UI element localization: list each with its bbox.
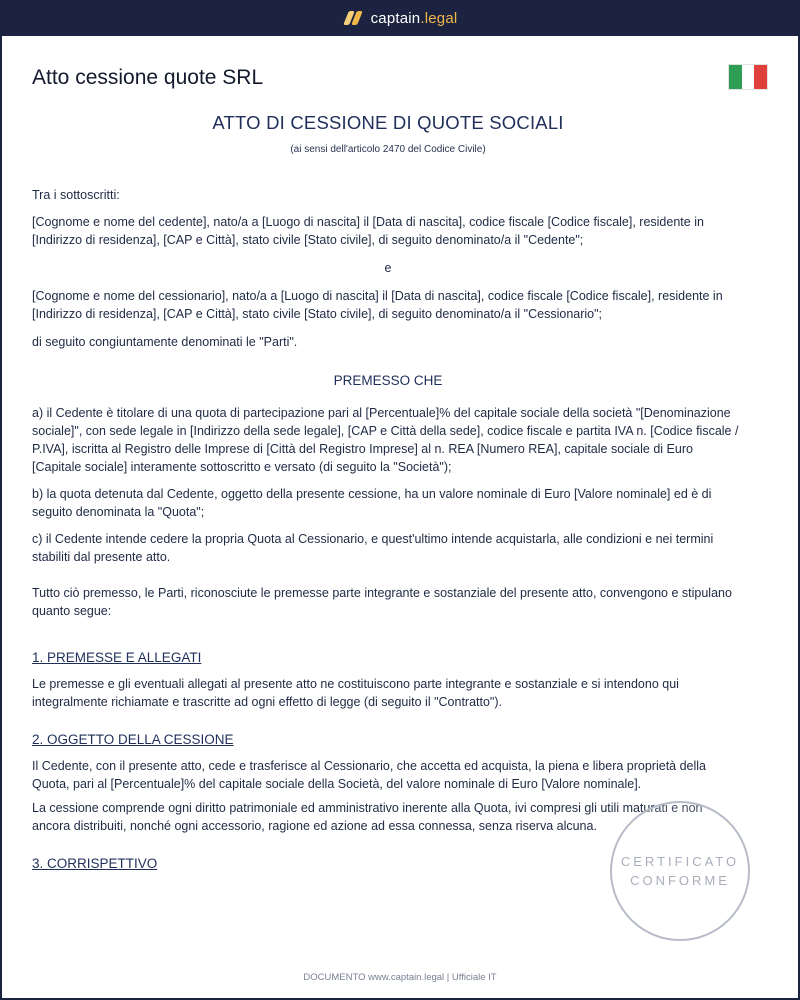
section-1-title: 1. PREMESSE E ALLEGATI: [32, 650, 202, 665]
document-heading: ATTO DI CESSIONE DI QUOTE SOCIALI: [212, 112, 564, 133]
conjunction: e: [384, 261, 392, 275]
premesso-b: b) la quota detenuta dal Cedente, oggetto della presente cessione, ha un valore nominale di Euro [Valore nominale] ed è di seguito denominata la "Quota";: [32, 487, 712, 519]
parti-paragraph: di seguito congiuntamente denominati le "Parti".: [32, 335, 298, 349]
premesso-heading: PREMESSO CHE: [333, 373, 443, 388]
section-1-text: Le premesse e gli eventuali allegati al presente atto ne costituiscono parte integrante e sostanziale e si intendono qui integralmente richiamate e trascritte ad ogni effetto di legge (di seguito il "Contratto").: [32, 677, 679, 709]
top-bar: [0, 0, 800, 36]
section-2-paragraph-2: La cessione comprende ogni diritto patrimoniale ed amministrativo inerente alla Quota, ivi compresi gli utili maturati e non ancora distribuiti, nonché ogni accessorio, ragione ed azione ad essa connessa, senza riserva alcuna.: [32, 801, 703, 833]
stamp-line-2: CONFORME: [630, 873, 730, 888]
certification-stamp: [610, 801, 750, 941]
brand-name: captain.legal: [370, 9, 458, 27]
document-body: [32, 112, 744, 873]
premesso-c: c) il Cedente intende cedere la propria Quota al Cessionario, e quest'ultimo intende acquistarla, alle condizioni e nei termini stabiliti dal presente atto.: [32, 532, 714, 564]
brand[interactable]: [343, 10, 458, 27]
section-3-title: 3. CORRISPETTIVO: [32, 856, 158, 871]
tutto-premesso-paragraph: Tutto ciò premesso, le Parti, riconosciute le premesse parte integrante e sostanziale del presente atto, convengono e stipulano quanto segue:: [32, 586, 732, 618]
stamp-line-1: CERTIFICATO: [620, 854, 740, 869]
cessionario-paragraph: [Cognome e nome del cessionario], nato/a a [Luogo di nascita] il [Data di nascita], codice fiscale [Codice fiscale], residente in [Indirizzo di residenza], [CAP e Città], stato civile [Stato civile], di seguito denominato/a il "Cessionario";: [32, 289, 723, 321]
footer: DOCUMENTO www.captain.legal | Ufficiale IT: [303, 972, 497, 983]
section-2-paragraph-1: Il Cedente, con il presente atto, cede e trasferisce al Cessionario, che accetta ed acquista, la piena e libera proprietà della Quota, pari al [Percentuale]% del capitale sociale della Società, del valore nominale di Euro [Valore nominale].: [32, 759, 707, 791]
content-fade: [2, 938, 798, 958]
document-subheading: (ai sensi dell'articolo 2470 del Codice Civile): [290, 144, 486, 155]
document-sheet: [2, 36, 798, 998]
premesso-a: a) il Cedente è titolare di una quota di partecipazione pari al [Percentuale]% del capitale sociale della società "[Denominazione sociale]", con sede legale in [Indirizzo della sede legale], [CAP e Città della sede], codice fiscale e partita IVA n. [Codice fiscale / P.IVA], iscritta al Registro delle Imprese di [Città del Registro Imprese] al n. REA [Numero REA], capitale sociale di Euro [Capitale sociale] interamente sottoscritto e versato (di seguito la "Società");: [32, 406, 739, 474]
page-title: Atto cessione quote SRL: [32, 66, 264, 89]
intro-paragraph: Tra i sottoscritti:: [32, 188, 120, 202]
captain-legal-logo-icon: [343, 10, 363, 26]
section-2-title: 2. OGGETTO DELLA CESSIONE: [32, 732, 234, 747]
cedente-paragraph: [Cognome e nome del cedente], nato/a a [Luogo di nascita] il [Data di nascita], codice fiscale [Codice fiscale], residente in [Indirizzo di residenza], [CAP e Città], stato civile [Stato civile], di seguito denominato/a il "Cedente";: [32, 215, 704, 247]
italian-flag-icon: [728, 64, 768, 90]
